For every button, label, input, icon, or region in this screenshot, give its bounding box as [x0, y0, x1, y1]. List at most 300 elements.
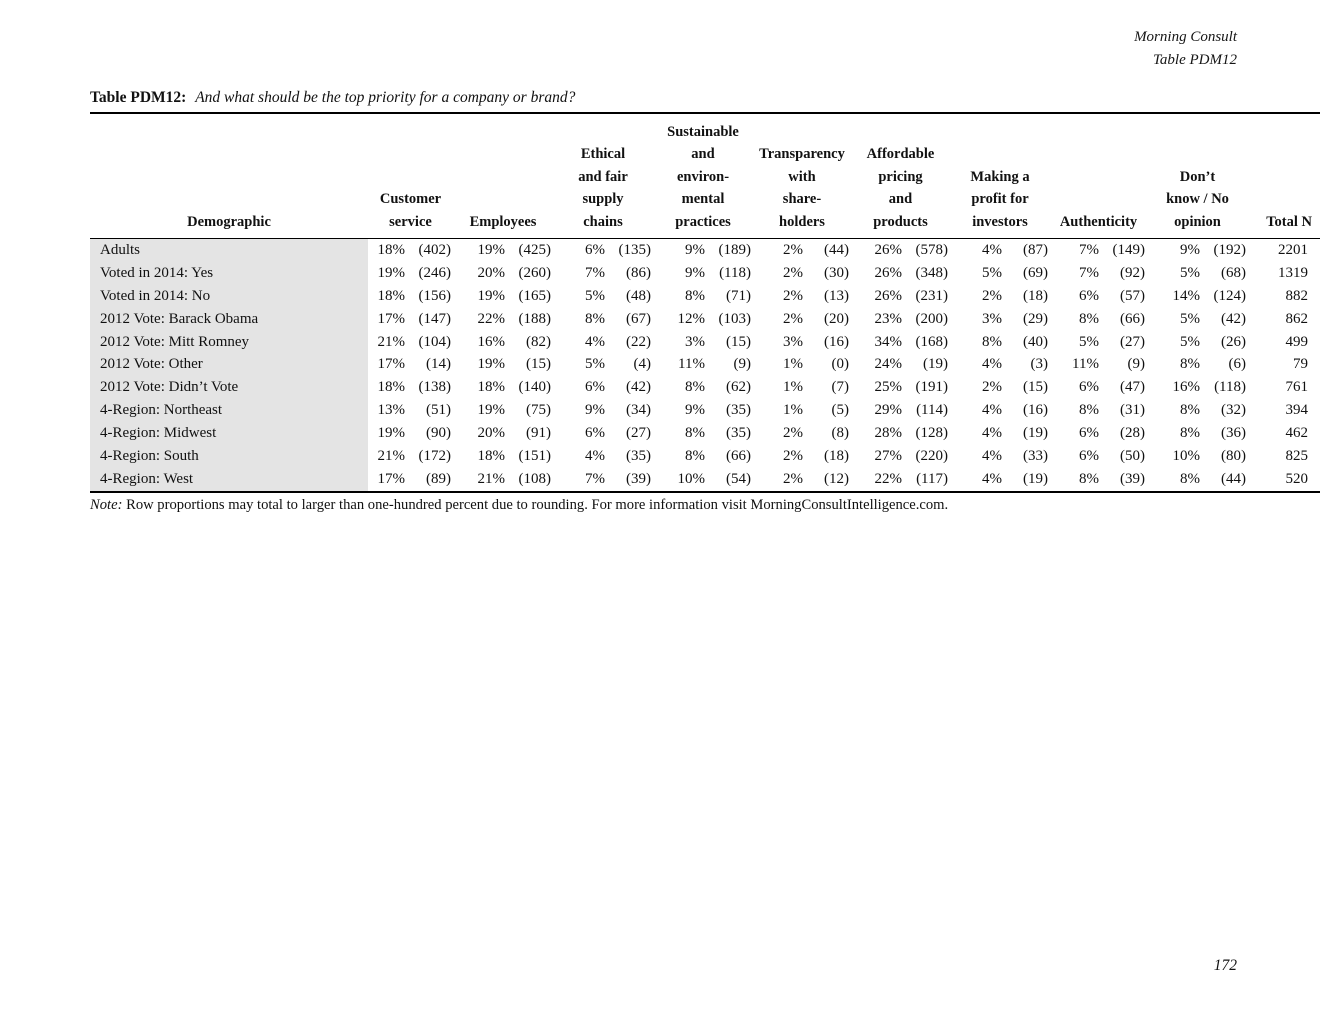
- value-cell-customer-service: [368, 239, 453, 262]
- percent-value: 21%: [377, 447, 405, 464]
- value-cell-employees: [453, 353, 553, 376]
- crosstab-container: [90, 112, 1320, 493]
- value-cell-profit-investors: [950, 262, 1050, 285]
- count-value: (348): [915, 264, 948, 281]
- count-value: (54): [726, 470, 751, 487]
- count-value: (62): [726, 379, 751, 396]
- demographic-cell: Adults: [90, 239, 368, 262]
- table-row: [90, 422, 1320, 445]
- value-cell-dont-know: [1147, 353, 1248, 376]
- count-value: (0): [831, 356, 849, 373]
- percent-value: 21%: [377, 333, 405, 350]
- value-cell-customer-service: [368, 285, 453, 308]
- percent-value: 17%: [377, 310, 405, 327]
- count-value: (80): [1221, 447, 1246, 464]
- percent-value: 20%: [477, 264, 505, 281]
- count-value: (260): [518, 264, 551, 281]
- percent-value: 9%: [685, 264, 705, 281]
- count-value: (90): [426, 425, 451, 442]
- total-n-cell: 825: [1285, 447, 1308, 464]
- count-value: (156): [418, 287, 451, 304]
- percent-value: 13%: [377, 402, 405, 419]
- count-value: (189): [718, 241, 751, 258]
- total-n-cell: 520: [1285, 470, 1308, 487]
- value-cell-customer-service: [368, 399, 453, 422]
- count-value: (47): [1120, 379, 1145, 396]
- percent-value: 6%: [585, 425, 605, 442]
- count-value: (108): [518, 470, 551, 487]
- value-cell-affordable-pricing: [851, 422, 950, 445]
- value-cell-customer-service: [368, 331, 453, 354]
- percent-value: 2%: [783, 447, 803, 464]
- column-header-dont-know: Don’t know / No opinion: [1147, 113, 1248, 239]
- value-cell-affordable-pricing: [851, 308, 950, 331]
- percent-value: 29%: [874, 402, 902, 419]
- count-value: (34): [626, 402, 651, 419]
- percent-value: 16%: [1172, 379, 1200, 396]
- percent-value: 8%: [685, 287, 705, 304]
- count-value: (28): [1120, 425, 1145, 442]
- count-value: (92): [1120, 264, 1145, 281]
- demographic-cell: 4-Region: Midwest: [90, 422, 368, 445]
- count-value: (39): [1120, 470, 1145, 487]
- value-cell-ethical-supply-chains: [553, 262, 653, 285]
- percent-value: 2%: [783, 310, 803, 327]
- percent-value: 19%: [477, 402, 505, 419]
- count-value: (191): [915, 379, 948, 396]
- percent-value: 10%: [1172, 447, 1200, 464]
- count-value: (75): [526, 402, 551, 419]
- count-value: (140): [518, 379, 551, 396]
- count-value: (147): [418, 310, 451, 327]
- percent-value: 1%: [783, 356, 803, 373]
- value-cell-authenticity: [1050, 308, 1147, 331]
- value-cell-authenticity: [1050, 331, 1147, 354]
- percent-value: 5%: [1180, 264, 1200, 281]
- table-row: [90, 331, 1320, 354]
- value-cell-transparency-shareholders: [753, 353, 851, 376]
- percent-value: 26%: [874, 241, 902, 258]
- value-cell-profit-investors: [950, 468, 1050, 492]
- total-n-cell: 1319: [1278, 264, 1308, 281]
- percent-value: 17%: [377, 470, 405, 487]
- total-n-cell: 462: [1285, 425, 1308, 442]
- percent-value: 11%: [678, 356, 705, 373]
- percent-value: 3%: [982, 310, 1002, 327]
- total-n-cell: 79: [1293, 356, 1308, 373]
- percent-value: 5%: [982, 264, 1002, 281]
- table-body: [90, 239, 1320, 492]
- percent-value: 5%: [585, 287, 605, 304]
- percent-value: 6%: [1079, 379, 1099, 396]
- percent-value: 7%: [585, 264, 605, 281]
- count-value: (165): [518, 287, 551, 304]
- count-value: (30): [824, 264, 849, 281]
- percent-value: 19%: [377, 264, 405, 281]
- percent-value: 16%: [477, 333, 505, 350]
- count-value: (8): [831, 425, 849, 442]
- value-cell-affordable-pricing: [851, 445, 950, 468]
- total-n-cell: 499: [1285, 333, 1308, 350]
- count-value: (14): [426, 356, 451, 373]
- value-cell-profit-investors: [950, 285, 1050, 308]
- percent-value: 2%: [783, 287, 803, 304]
- percent-value: 20%: [477, 425, 505, 442]
- value-cell-employees: [453, 399, 553, 422]
- value-cell-profit-investors: [950, 308, 1050, 331]
- percent-value: 8%: [1180, 425, 1200, 442]
- value-cell-employees: [453, 285, 553, 308]
- percent-value: 11%: [1072, 356, 1099, 373]
- value-cell-dont-know: [1147, 399, 1248, 422]
- count-value: (188): [518, 310, 551, 327]
- value-cell-profit-investors: [950, 399, 1050, 422]
- table-row: [90, 445, 1320, 468]
- value-cell-customer-service: [368, 376, 453, 399]
- demographic-cell: 2012 Vote: Mitt Romney: [90, 331, 368, 354]
- percent-value: 5%: [1079, 333, 1099, 350]
- count-value: (89): [426, 470, 451, 487]
- percent-value: 8%: [1079, 402, 1099, 419]
- count-value: (103): [718, 310, 751, 327]
- value-cell-authenticity: [1050, 399, 1147, 422]
- value-cell-sustainable-practices: [653, 399, 753, 422]
- table-row: [90, 285, 1320, 308]
- table-note-label: Note:: [90, 497, 123, 513]
- table-row: [90, 399, 1320, 422]
- count-value: (29): [1023, 310, 1048, 327]
- count-value: (68): [1221, 264, 1246, 281]
- count-value: (18): [824, 447, 849, 464]
- column-header-transparency-shareholders: Transparency with share- holders: [753, 113, 851, 239]
- table-row: [90, 353, 1320, 376]
- percent-value: 19%: [477, 241, 505, 258]
- value-cell-customer-service: [368, 308, 453, 331]
- percent-value: 21%: [477, 470, 505, 487]
- count-value: (51): [426, 402, 451, 419]
- count-value: (15): [1023, 379, 1048, 396]
- percent-value: 9%: [1180, 241, 1200, 258]
- percent-value: 2%: [783, 470, 803, 487]
- value-cell-sustainable-practices: [653, 468, 753, 492]
- count-value: (12): [824, 470, 849, 487]
- count-value: (32): [1221, 402, 1246, 419]
- value-cell-profit-investors: [950, 331, 1050, 354]
- demographic-cell: Voted in 2014: Yes: [90, 262, 368, 285]
- value-cell-employees: [453, 262, 553, 285]
- value-cell-dont-know: [1147, 331, 1248, 354]
- percent-value: 14%: [1172, 287, 1200, 304]
- total-n-cell: 882: [1285, 287, 1308, 304]
- value-cell-ethical-supply-chains: [553, 468, 653, 492]
- percent-value: 10%: [677, 470, 705, 487]
- value-cell-employees: [453, 468, 553, 492]
- count-value: (231): [915, 287, 948, 304]
- count-value: (246): [418, 264, 451, 281]
- value-cell-affordable-pricing: [851, 399, 950, 422]
- count-value: (18): [1023, 287, 1048, 304]
- total-n-cell: 862: [1285, 310, 1308, 327]
- count-value: (13): [824, 287, 849, 304]
- masthead: [1134, 26, 1237, 72]
- percent-value: 18%: [477, 447, 505, 464]
- value-cell-affordable-pricing: [851, 468, 950, 492]
- value-cell-ethical-supply-chains: [553, 331, 653, 354]
- masthead-table-ref: Table PDM12: [1152, 52, 1237, 68]
- value-cell-transparency-shareholders: [753, 331, 851, 354]
- count-value: (31): [1120, 402, 1145, 419]
- percent-value: 2%: [783, 241, 803, 258]
- table-row: [90, 239, 1320, 262]
- demographic-cell: 4-Region: Northeast: [90, 399, 368, 422]
- value-cell-customer-service: [368, 422, 453, 445]
- column-header-employees: Employees: [453, 113, 553, 239]
- percent-value: 4%: [982, 356, 1002, 373]
- value-cell-profit-investors: [950, 422, 1050, 445]
- value-cell-dont-know: [1147, 445, 1248, 468]
- value-cell-sustainable-practices: [653, 422, 753, 445]
- value-cell-ethical-supply-chains: [553, 239, 653, 262]
- count-value: (19): [1023, 470, 1048, 487]
- table-row: [90, 308, 1320, 331]
- percent-value: 8%: [685, 447, 705, 464]
- percent-value: 9%: [685, 241, 705, 258]
- percent-value: 4%: [982, 402, 1002, 419]
- percent-value: 19%: [377, 425, 405, 442]
- value-cell-sustainable-practices: [653, 262, 753, 285]
- value-cell-transparency-shareholders: [753, 399, 851, 422]
- demographic-cell: 4-Region: South: [90, 445, 368, 468]
- table-header-row: [90, 113, 1320, 239]
- column-header-sustainable-practices: Sustainable and environ- mental practices: [653, 113, 753, 239]
- count-value: (578): [915, 241, 948, 258]
- value-cell-employees: [453, 445, 553, 468]
- count-value: (20): [824, 310, 849, 327]
- percent-value: 8%: [685, 425, 705, 442]
- count-value: (118): [719, 264, 751, 281]
- percent-value: 34%: [874, 333, 902, 350]
- percent-value: 25%: [874, 379, 902, 396]
- count-value: (44): [824, 241, 849, 258]
- percent-value: 2%: [982, 379, 1002, 396]
- percent-value: 8%: [1079, 310, 1099, 327]
- value-cell-affordable-pricing: [851, 376, 950, 399]
- count-value: (15): [726, 333, 751, 350]
- value-cell-sustainable-practices: [653, 376, 753, 399]
- value-cell-profit-investors: [950, 376, 1050, 399]
- count-value: (48): [626, 287, 651, 304]
- count-value: (82): [526, 333, 551, 350]
- percent-value: 6%: [1079, 287, 1099, 304]
- count-value: (9): [733, 356, 751, 373]
- count-value: (200): [915, 310, 948, 327]
- percent-value: 1%: [783, 402, 803, 419]
- percent-value: 2%: [982, 287, 1002, 304]
- percent-value: 7%: [585, 470, 605, 487]
- count-value: (66): [1120, 310, 1145, 327]
- count-value: (15): [526, 356, 551, 373]
- count-value: (168): [915, 333, 948, 350]
- count-value: (117): [916, 470, 948, 487]
- value-cell-dont-know: [1147, 376, 1248, 399]
- count-value: (4): [633, 356, 651, 373]
- percent-value: 12%: [677, 310, 705, 327]
- percent-value: 6%: [1079, 447, 1099, 464]
- value-cell-affordable-pricing: [851, 262, 950, 285]
- count-value: (35): [726, 425, 751, 442]
- count-value: (6): [1228, 356, 1246, 373]
- percent-value: 18%: [377, 241, 405, 258]
- count-value: (35): [726, 402, 751, 419]
- count-value: (35): [626, 447, 651, 464]
- count-value: (19): [1023, 425, 1048, 442]
- count-value: (118): [1214, 379, 1246, 396]
- value-cell-employees: [453, 376, 553, 399]
- table-title-label: Table PDM12:: [90, 89, 187, 106]
- masthead-brand: Morning Consult: [1134, 29, 1237, 45]
- crosstab-table: [90, 112, 1320, 493]
- value-cell-authenticity: [1050, 353, 1147, 376]
- value-cell-authenticity: [1050, 285, 1147, 308]
- value-cell-authenticity: [1050, 468, 1147, 492]
- count-value: (91): [526, 425, 551, 442]
- percent-value: 24%: [874, 356, 902, 373]
- value-cell-customer-service: [368, 353, 453, 376]
- count-value: (39): [626, 470, 651, 487]
- percent-value: 26%: [874, 264, 902, 281]
- demographic-cell: 2012 Vote: Didn’t Vote: [90, 376, 368, 399]
- value-cell-authenticity: [1050, 239, 1147, 262]
- percent-value: 18%: [477, 379, 505, 396]
- percent-value: 23%: [874, 310, 902, 327]
- count-value: (220): [915, 447, 948, 464]
- value-cell-affordable-pricing: [851, 331, 950, 354]
- value-cell-ethical-supply-chains: [553, 422, 653, 445]
- value-cell-customer-service: [368, 468, 453, 492]
- value-cell-dont-know: [1147, 468, 1248, 492]
- percent-value: 4%: [982, 425, 1002, 442]
- count-value: (7): [831, 379, 849, 396]
- percent-value: 5%: [1180, 310, 1200, 327]
- count-value: (42): [626, 379, 651, 396]
- count-value: (3): [1030, 356, 1048, 373]
- total-n-cell: 761: [1285, 379, 1308, 396]
- value-cell-transparency-shareholders: [753, 445, 851, 468]
- count-value: (124): [1213, 287, 1246, 304]
- percent-value: 17%: [377, 356, 405, 373]
- percent-value: 9%: [685, 402, 705, 419]
- table-row: [90, 262, 1320, 285]
- count-value: (22): [626, 333, 651, 350]
- value-cell-transparency-shareholders: [753, 262, 851, 285]
- percent-value: 4%: [982, 447, 1002, 464]
- count-value: (402): [418, 241, 451, 258]
- total-n-cell: 2201: [1278, 241, 1308, 258]
- percent-value: 28%: [874, 425, 902, 442]
- value-cell-transparency-shareholders: [753, 376, 851, 399]
- percent-value: 6%: [585, 379, 605, 396]
- percent-value: 9%: [585, 402, 605, 419]
- percent-value: 8%: [585, 310, 605, 327]
- value-cell-employees: [453, 422, 553, 445]
- value-cell-employees: [453, 239, 553, 262]
- count-value: (33): [1023, 447, 1048, 464]
- value-cell-employees: [453, 308, 553, 331]
- count-value: (26): [1221, 333, 1246, 350]
- percent-value: 26%: [874, 287, 902, 304]
- value-cell-affordable-pricing: [851, 285, 950, 308]
- value-cell-transparency-shareholders: [753, 468, 851, 492]
- count-value: (135): [618, 241, 651, 258]
- column-header-customer-service: Customer service: [368, 113, 453, 239]
- percent-value: 4%: [585, 447, 605, 464]
- percent-value: 8%: [1180, 356, 1200, 373]
- value-cell-affordable-pricing: [851, 353, 950, 376]
- percent-value: 3%: [783, 333, 803, 350]
- value-cell-transparency-shareholders: [753, 422, 851, 445]
- value-cell-ethical-supply-chains: [553, 308, 653, 331]
- count-value: (67): [626, 310, 651, 327]
- count-value: (57): [1120, 287, 1145, 304]
- value-cell-dont-know: [1147, 422, 1248, 445]
- value-cell-ethical-supply-chains: [553, 376, 653, 399]
- demographic-cell: 4-Region: West: [90, 468, 368, 492]
- count-value: (44): [1221, 470, 1246, 487]
- percent-value: 1%: [783, 379, 803, 396]
- count-value: (42): [1221, 310, 1246, 327]
- demographic-cell: 2012 Vote: Barack Obama: [90, 308, 368, 331]
- count-value: (149): [1112, 241, 1145, 258]
- value-cell-dont-know: [1147, 285, 1248, 308]
- total-n-cell: 394: [1285, 402, 1308, 419]
- table-row: [90, 468, 1320, 492]
- value-cell-employees: [453, 331, 553, 354]
- count-value: (425): [518, 241, 551, 258]
- count-value: (69): [1023, 264, 1048, 281]
- count-value: (36): [1221, 425, 1246, 442]
- value-cell-transparency-shareholders: [753, 239, 851, 262]
- count-value: (104): [418, 333, 451, 350]
- percent-value: 4%: [982, 470, 1002, 487]
- count-value: (19): [923, 356, 948, 373]
- value-cell-authenticity: [1050, 422, 1147, 445]
- value-cell-ethical-supply-chains: [553, 353, 653, 376]
- value-cell-customer-service: [368, 445, 453, 468]
- count-value: (71): [726, 287, 751, 304]
- value-cell-sustainable-practices: [653, 445, 753, 468]
- percent-value: 6%: [585, 241, 605, 258]
- count-value: (5): [831, 402, 849, 419]
- column-header-profit-investors: Making a profit for investors: [950, 113, 1050, 239]
- percent-value: 8%: [982, 333, 1002, 350]
- percent-value: 27%: [874, 447, 902, 464]
- percent-value: 4%: [585, 333, 605, 350]
- value-cell-ethical-supply-chains: [553, 399, 653, 422]
- table-title: [90, 89, 575, 107]
- value-cell-profit-investors: [950, 353, 1050, 376]
- count-value: (128): [915, 425, 948, 442]
- value-cell-sustainable-practices: [653, 331, 753, 354]
- value-cell-profit-investors: [950, 239, 1050, 262]
- column-header-total-n: Total N: [1248, 113, 1320, 239]
- page-number: 172: [1213, 957, 1237, 974]
- count-value: (172): [418, 447, 451, 464]
- value-cell-affordable-pricing: [851, 239, 950, 262]
- value-cell-authenticity: [1050, 262, 1147, 285]
- value-cell-sustainable-practices: [653, 308, 753, 331]
- percent-value: 4%: [982, 241, 1002, 258]
- value-cell-sustainable-practices: [653, 353, 753, 376]
